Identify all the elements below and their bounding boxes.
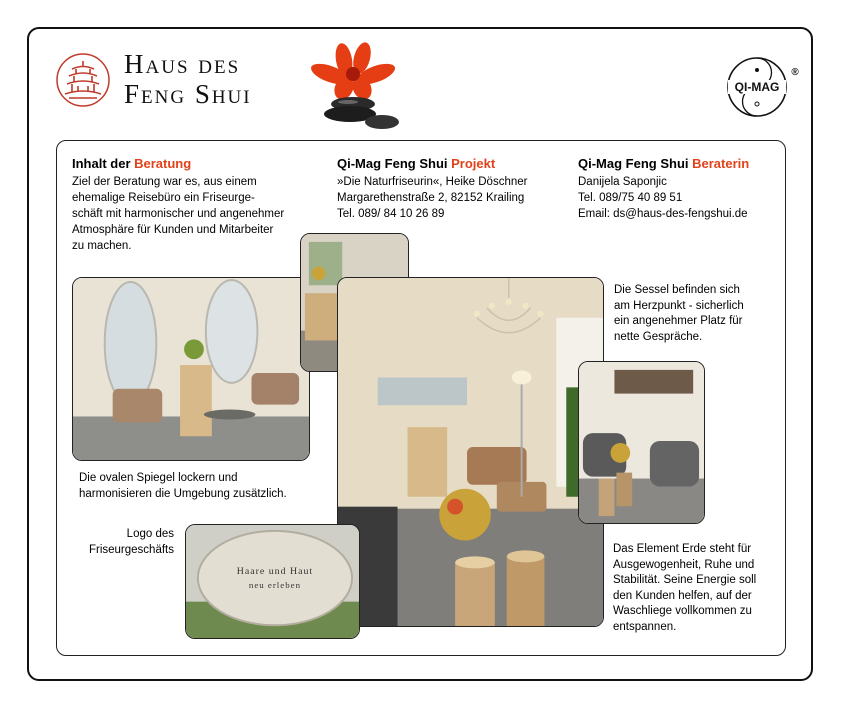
consultant-email[interactable]: Email: ds@haus-des-fengshui.de [578,208,748,220]
caption-line: ein angenehmer Platz für [614,315,743,327]
column-title-consultant [578,156,749,171]
salon-sign-line2: neu erleben [248,579,302,590]
caption-armchairs [614,283,744,345]
brand-title [124,49,252,109]
text-line: Tel. 089/ 84 10 26 89 [337,208,445,220]
text-line: Margarethenstraße 2, 82152 Krailing [337,192,525,204]
caption-line: am Herzpunkt - sicherlich [614,299,744,312]
salon-sign-line1: Haare und Haut [236,566,314,578]
caption-line: Ausgewogenheit, Ruhe und [613,558,755,571]
text-line: »Die Naturfriseurin«, Heike Döschner [337,176,528,188]
caption-line: Die Sessel befinden sich [614,284,740,296]
caption-earth-element [613,542,756,635]
text-line: Atmosphäre für Kunden und Mitarbeiter [72,224,274,236]
caption-line: Waschliege vollkommen zu [613,605,752,617]
orchid-stones-image [300,38,408,134]
caption-line: den Kunden helfen, auf der [613,589,752,602]
consultant-contact [578,174,748,222]
brand-title-line1: Haus des [124,49,241,79]
caption-line: harmonisieren die Umgebung zusätzlich. [79,487,287,500]
registered-mark: ® [791,67,799,78]
text-line: zu machen. [72,240,132,252]
caption-line: nette Gespräche. [614,330,703,343]
photo-main-salon [337,277,604,627]
column-title-plain: Inhalt der [72,156,135,171]
column-title-consulting [72,156,191,171]
column-title-accent: Beratung [134,156,192,171]
text-line: Tel. 089/75 40 89 51 [578,192,683,204]
caption-line: Friseurgeschäfts [88,543,174,556]
caption-line: Stabilität. Seine Energie soll [613,574,757,586]
text-line: Danijela Saponjic [578,176,667,188]
caption-salon-logo [74,527,174,558]
photo-salon-sign [185,524,360,639]
text-line: schäft mit harmonischer und angenehmer [72,208,285,220]
text-line: Ziel der Beratung war es, aus einem [72,176,257,188]
column-title-project [337,156,495,171]
column-title-plain: Qi-Mag Feng Shui [337,156,452,171]
brand-title-line2: Feng Shui [124,79,252,109]
caption-line: Die ovalen Spiegel lockern und [79,472,238,484]
column-title-accent: Beraterin [692,156,750,171]
photo-armchairs [578,361,705,524]
photo-oval-mirrors [72,277,310,461]
caption-line: Das Element Erde steht für [613,543,752,555]
consulting-description [72,174,284,254]
caption-line: entspannen. [613,620,677,633]
project-details [337,174,527,222]
text-line: ehemalige Reisebüro ein Friseurge- [72,192,255,204]
pagoda-icon [55,52,111,108]
column-title-accent: Projekt [451,156,496,171]
caption-line: Logo des [126,528,174,540]
qi-mag-logo-text: QI-MAG [734,80,780,94]
qi-mag-logo [723,55,803,119]
column-title-plain: Qi-Mag Feng Shui [578,156,693,171]
caption-mirrors [79,471,287,502]
